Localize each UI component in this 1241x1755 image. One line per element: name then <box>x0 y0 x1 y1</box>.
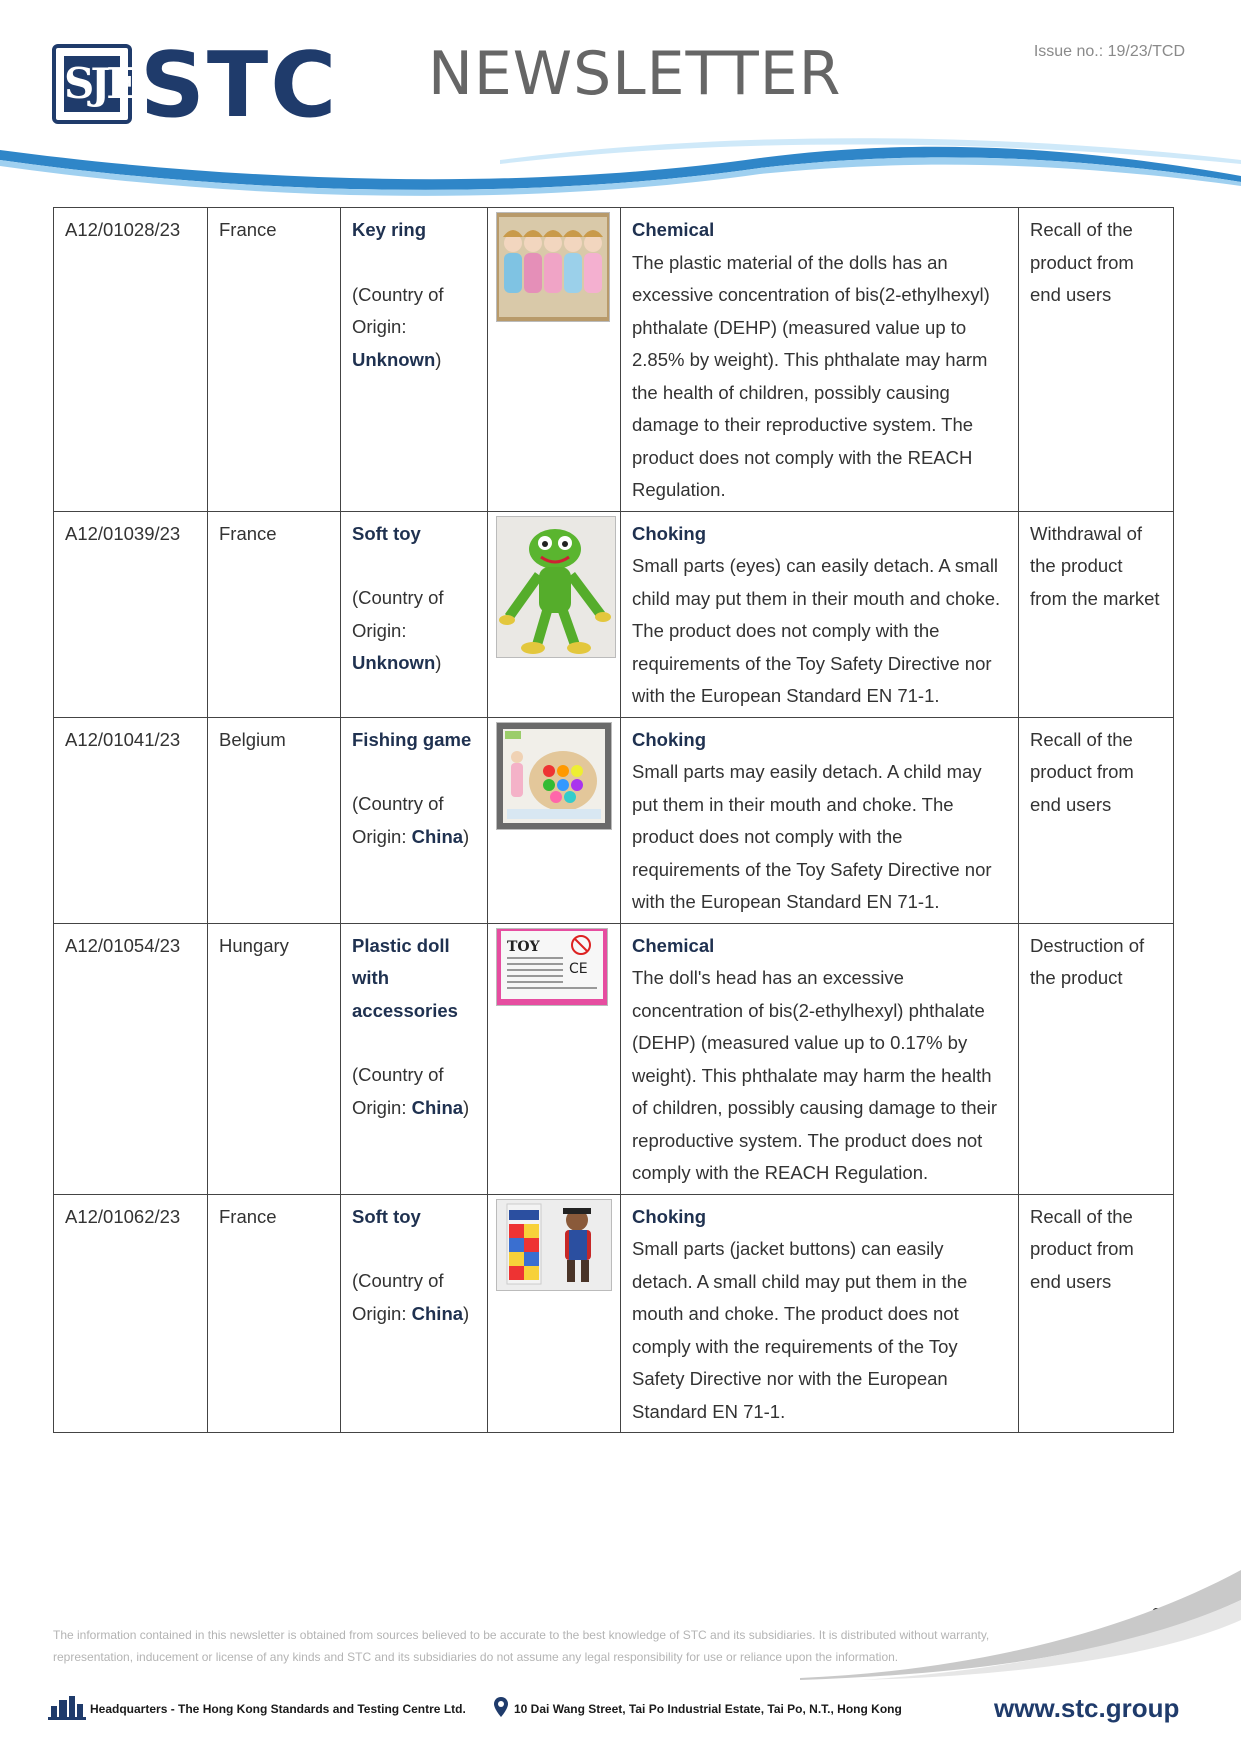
table-row <box>54 1194 1174 1433</box>
notifying-country-cell <box>208 923 341 1194</box>
risk-cell <box>621 923 1019 1194</box>
product-photo-cell <box>488 923 621 1194</box>
disclaimer-text: The information contained in this newsletter is obtained from sources believed to be accurate to the best knowledge of STC and its subsidiaries. It is distributed without warranty, representation, inducement or license of any kinds and STC and its subsidiaries do not assume any legal responsibility for use or reliance upon the information. <box>53 1628 990 1664</box>
country-of-origin: (Country of Origin: Unknown) <box>352 587 444 673</box>
country-of-origin: (Country of Origin: China) <box>352 1064 470 1118</box>
issue-number: Issue no.: 19/23/TCD <box>1033 43 1185 60</box>
risk-cell <box>621 717 1019 923</box>
origin-value: China <box>411 825 464 847</box>
measures-cell <box>1019 1194 1174 1433</box>
measures-taken: Recall of the product from end users <box>1030 219 1134 305</box>
risk-description: The doll's head has an excessive concentration of bis(2-ethylhexyl) phthalate (DEHP) (measured value up to 0.17% by weight). This phthalate may harm the health of children, possibly causing damage to their reproductive system. The product does not comply with the REACH Regulation. <box>632 967 998 1183</box>
table-row <box>54 208 1174 512</box>
risk-type: Chemical <box>632 219 715 240</box>
origin-value: Unknown <box>352 348 436 370</box>
risk-type: Choking <box>632 728 706 750</box>
notification-number-cell <box>54 208 208 512</box>
risk-type: Chemical <box>632 934 715 956</box>
dolls-photo <box>496 212 610 322</box>
product-photo-cell <box>488 1194 621 1433</box>
risk-type: Choking <box>632 522 706 544</box>
origin-value: China <box>411 1096 464 1118</box>
risk-description: Small parts (jacket buttons) can easily detach. A small child may put them in the mouth and choke. The product does not comply with the requirements of the Toy Safety Directive nor with the European Standard EN 71-1. <box>632 1238 968 1422</box>
country-of-origin: (Country of Origin: China) <box>352 1270 470 1324</box>
measures-cell <box>1019 511 1174 717</box>
svg-text:CE: CE <box>569 960 588 977</box>
notifying-country-cell <box>208 208 341 512</box>
header-swoosh-decoration <box>0 130 1241 200</box>
notification-number-cell <box>54 717 208 923</box>
address-text: 10 Dai Wang Street, Tai Po Industrial Estate, Tai Po, N.T., Hong Kong <box>514 1702 902 1716</box>
notification-number: A12/01041/23 <box>65 728 181 750</box>
product-cell <box>341 923 488 1194</box>
headquarters-text: Headquarters - The Hong Kong Standards and Testing Centre Ltd. <box>90 1702 466 1716</box>
product-photo-cell <box>488 208 621 512</box>
origin-value: Unknown <box>352 652 436 673</box>
risk-cell <box>621 1194 1019 1433</box>
notifying-country-cell <box>208 511 341 717</box>
measures-cell <box>1019 208 1174 512</box>
measures-taken: Destruction of the product <box>1030 934 1145 988</box>
product-cell <box>341 717 488 923</box>
notification-number-cell <box>54 923 208 1194</box>
product-cell <box>341 1194 488 1433</box>
table-row <box>54 511 1174 717</box>
product-photo-cell <box>488 511 621 717</box>
notifying-country: Hungary <box>219 934 289 956</box>
country-of-origin: (Country of Origin: Unknown) <box>352 283 444 370</box>
notifying-country: Belgium <box>219 728 286 750</box>
notification-number: A12/01054/23 <box>65 934 181 956</box>
product-name: Soft toy <box>352 522 421 544</box>
website-link[interactable]: www.stc.group <box>994 1693 1180 1723</box>
measures-taken: Recall of the product from end users <box>1030 728 1134 815</box>
product-name: Plastic doll with accessories <box>352 934 458 1021</box>
product-name: Key ring <box>352 219 427 240</box>
recall-table <box>53 207 1174 1433</box>
risk-cell <box>621 511 1019 717</box>
fishing-game-photo <box>496 722 612 830</box>
product-photo-cell <box>488 717 621 923</box>
risk-type: Choking <box>632 1205 706 1227</box>
table-row <box>54 923 1174 1194</box>
building-icon <box>48 1696 86 1720</box>
risk-description: The plastic material of the dolls has an excessive concentration of bis(2-ethylhexyl) phthalate (DEHP) (measured value up to 2.85% by weight). This phthalate may harm the health of children, possibly causing damage to their reproductive system. The product does not comply with the REACH Regulation. <box>632 251 990 500</box>
pirate-toy-photo <box>496 1199 612 1291</box>
measures-cell <box>1019 923 1174 1194</box>
notifying-country-cell <box>208 717 341 923</box>
notification-number: A12/01028/23 <box>65 219 181 240</box>
newsletter-title: NEWSLETTER <box>428 39 842 109</box>
notifying-country: France <box>219 1205 277 1227</box>
measures-taken: Withdrawal of the product from the market <box>1030 522 1160 609</box>
product-name: Fishing game <box>352 728 472 750</box>
green-plush-photo <box>496 516 616 658</box>
page-footer <box>48 1694 1188 1724</box>
product-cell <box>341 511 488 717</box>
page-header <box>0 0 1241 205</box>
origin-value: China <box>411 1302 464 1324</box>
measures-taken: Recall of the product from end users <box>1030 1205 1134 1292</box>
measures-cell <box>1019 717 1174 923</box>
stc-logo <box>52 33 354 138</box>
notification-number-cell <box>54 1194 208 1433</box>
logo-text: STC <box>140 33 339 138</box>
notification-number-cell <box>54 511 208 717</box>
stc-logo-mark: SJE <box>52 44 132 124</box>
risk-description: Small parts (eyes) can easily detach. A small child may put them in their mouth and choke. The product does not comply with the requirements of the Toy Safety Directive nor with the European Standard EN 71-1. <box>632 555 1001 706</box>
product-cell <box>341 208 488 512</box>
country-of-origin: (Country of Origin: China) <box>352 793 470 847</box>
location-pin-icon <box>494 1697 508 1717</box>
risk-description: Small parts may easily detach. A child may put them in their mouth and choke. The product does not comply with the requirements of the Toy Safety Directive nor with the European Standard EN 71-1. <box>632 761 992 912</box>
risk-cell <box>621 208 1019 512</box>
svg-text:TOY: TOY <box>507 938 540 955</box>
notification-number: A12/01039/23 <box>65 522 181 544</box>
notifying-country: France <box>219 522 277 544</box>
toy-label-photo <box>496 928 608 1006</box>
notification-number: A12/01062/23 <box>65 1205 181 1227</box>
notifying-country-cell <box>208 1194 341 1433</box>
notifying-country: France <box>219 219 277 240</box>
product-name: Soft toy <box>352 1205 421 1227</box>
table-row <box>54 717 1174 923</box>
